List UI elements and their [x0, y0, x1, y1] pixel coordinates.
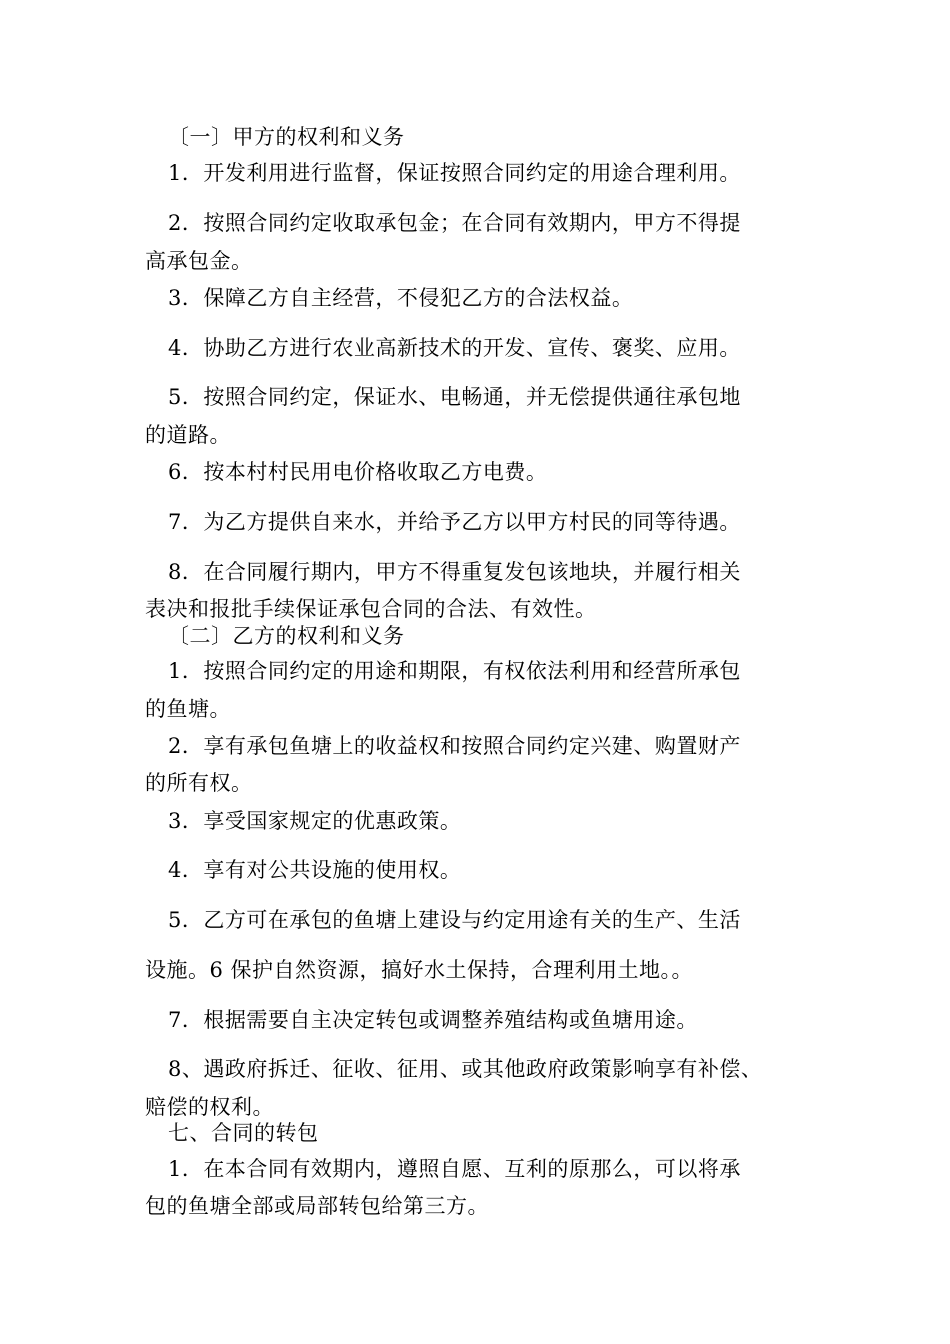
section-7-heading: 七、合同的转包 — [168, 1121, 319, 1145]
section-2-item-5-line-2: 设施。6 保护自然资源，搞好水土保持，合理利用土地。。 — [145, 958, 694, 982]
section-2-item-7: 7．根据需要自主决定转包或调整养殖结构或鱼塘用途。 — [168, 1008, 698, 1032]
section-1-item-2-line-2: 高承包金。 — [145, 249, 253, 273]
section-1-item-4: 4．协助乙方进行农业高新技术的开发、宣传、褒奖、应用。 — [168, 336, 741, 360]
section-1-item-2-line-1: 2．按照合同约定收取承包金；在合同有效期内，甲方不得提 — [168, 211, 741, 235]
section-2-item-8-line-1: 8、遇政府拆迁、征收、征用、或其他政府政策影响享有补偿、 — [168, 1057, 763, 1081]
section-2-heading: 〔二〕乙方的权利和义务 — [168, 624, 405, 648]
section-2-item-2-line-2: 的所有权。 — [145, 771, 253, 795]
section-7-item-1-line-1: 1．在本合同有效期内，遵照自愿、互利的原那么，可以将承 — [168, 1157, 741, 1181]
section-1-item-6: 6．按本村村民用电价格收取乙方电费。 — [168, 460, 548, 484]
section-2-item-1-line-2: 的鱼塘。 — [145, 697, 231, 721]
section-2-item-8-line-2: 赔偿的权利。 — [145, 1095, 274, 1119]
section-2-item-4: 4．享有对公共设施的使用权。 — [168, 858, 462, 882]
section-1-item-3: 3．保障乙方自主经营，不侵犯乙方的合法权益。 — [168, 286, 634, 310]
section-2-item-2-line-1: 2．享有承包鱼塘上的收益权和按照合同约定兴建、购置财产 — [168, 734, 741, 758]
section-1-item-5-line-2: 的道路。 — [145, 423, 231, 447]
section-1-item-8-line-1: 8．在合同履行期内，甲方不得重复发包该地块，并履行相关 — [168, 560, 741, 584]
section-1-item-1: 1．开发利用进行监督，保证按照合同约定的用途合理利用。 — [168, 161, 741, 185]
section-1-item-5-line-1: 5．按照合同约定，保证水、电畅通，并无偿提供通往承包地 — [168, 385, 741, 409]
section-2-item-5-line-1: 5．乙方可在承包的鱼塘上建设与约定用途有关的生产、生活 — [168, 908, 741, 932]
section-1-item-7: 7．为乙方提供自来水，并给予乙方以甲方村民的同等待遇。 — [168, 510, 741, 534]
section-1-heading: 〔一〕甲方的权利和义务 — [168, 125, 405, 149]
section-7-item-1-line-2: 包的鱼塘全部或局部转包给第三方。 — [145, 1194, 489, 1218]
section-2-item-1-line-1: 1．按照合同约定的用途和期限，有权依法利用和经营所承包 — [168, 659, 741, 683]
section-1-item-8-line-2: 表决和报批手续保证承包合同的合法、有效性。 — [145, 597, 597, 621]
section-2-item-3: 3．享受国家规定的优惠政策。 — [168, 809, 462, 833]
